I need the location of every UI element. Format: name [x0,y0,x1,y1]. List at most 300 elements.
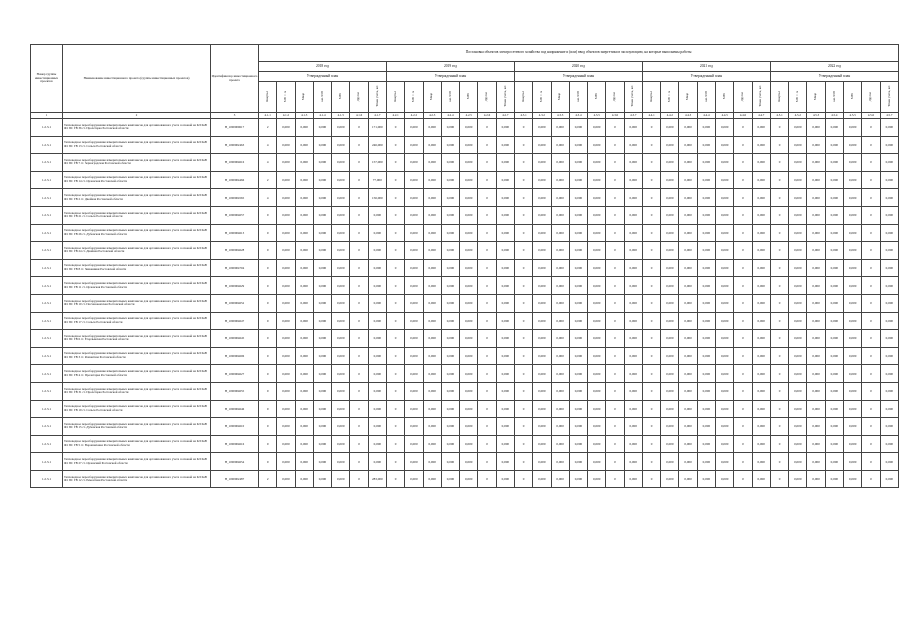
subcolumn-label: Квартал [264,90,269,102]
row-value: 0,000 [716,242,734,260]
row-value: 0,000 [277,382,295,400]
row-value: 0,000 [661,347,679,365]
row-value: 0 [770,312,788,330]
row-value: 0,000 [588,136,606,154]
row-value: 0,000 [313,224,331,242]
row-value: 0,000 [825,189,843,207]
row-project-id: H_1000004616 [211,435,259,453]
row-value: 0,000 [679,400,697,418]
row-value: 0 [386,418,404,436]
row-value: 0 [478,136,496,154]
row-value: 0,000 [661,418,679,436]
row-value: 0 [770,435,788,453]
subcolumn-header [405,82,423,113]
row-value: 0 [386,382,404,400]
row-value: 0,000 [332,206,350,224]
row-value: 0,000 [880,347,899,365]
row-value: 0,000 [496,224,514,242]
row-value: 0 [770,470,788,488]
row-value: 0,000 [697,136,715,154]
row-value: 0,000 [844,365,862,383]
row-value: 0,000 [295,470,313,488]
row-value: 0,000 [295,347,313,365]
row-value: 0,000 [405,347,423,365]
row-value: 0,000 [551,312,569,330]
row-value: 0,000 [496,435,514,453]
column-index: 4.4.5 [716,113,734,119]
row-value: 0,000 [844,171,862,189]
row-value: 0,000 [441,365,459,383]
row-value: 0,000 [624,224,642,242]
subcolumn-header [368,82,386,113]
row-value: 0,000 [697,206,715,224]
row-value: 0,000 [679,119,697,137]
row-project-id: H_1000004627 [211,365,259,383]
row-value: 0,000 [624,242,642,260]
row-value: 0,000 [569,242,587,260]
subcolumn-label: Квартал [520,90,525,102]
row-value: 0,000 [441,330,459,348]
row-group-number: 1.2.3.1 [31,206,63,224]
row-value: 0,000 [844,312,862,330]
row-value: 0 [350,294,368,312]
row-value: 0,000 [661,259,679,277]
row-value: 0,000 [533,171,551,189]
row-value: 0,000 [533,330,551,348]
row-value: 0,000 [441,189,459,207]
row-value: 0 [770,365,788,383]
row-value: 0,000 [496,400,514,418]
row-value: 0 [514,189,532,207]
row-value: 0,000 [551,365,569,383]
row-value: 0,000 [423,330,441,348]
row-value: 0 [386,119,404,137]
subcolumn-label: Другое [356,91,361,101]
row-project-name: Тепловодное переоборудование измерительных комплексов для организованного учета сосновой на КЛ 6кВ Ф1 ПС ГВ 5 ст. Ворошиловка Ростовской области [63,435,211,453]
row-value: 0,000 [789,259,807,277]
row-value: 0,000 [697,294,715,312]
row-value: 0 [642,312,660,330]
subcolumn-label: Точки учета, шт. [502,85,507,108]
row-value: 0,000 [551,259,569,277]
subcolumn-label: МВ×А [795,90,799,102]
row-value: 0,000 [697,400,715,418]
row-value: 0 [514,277,532,295]
row-value: 0,000 [423,242,441,260]
row-value: 0,000 [295,435,313,453]
row-value: 0,000 [789,136,807,154]
row-value: 0 [350,400,368,418]
subcolumn-header [551,82,569,113]
subcolumn-label: км ЛЭП [703,90,708,102]
table-row [31,189,899,207]
row-value: 0 [514,224,532,242]
row-value: 4 [259,136,277,154]
row-value: 0,000 [405,400,423,418]
subcolumn-header [844,82,862,113]
row-value: 0 [606,418,624,436]
row-value: 0 [734,453,752,471]
row-value: 0,000 [588,365,606,383]
row-value: 0,000 [405,470,423,488]
row-value: 0,000 [277,154,295,172]
row-value: 0,000 [496,189,514,207]
row-value: 0,000 [313,382,331,400]
row-value: 0,000 [661,330,679,348]
row-value: 0,000 [313,330,331,348]
row-value: 0,000 [313,136,331,154]
column-header-num: Номер группы инвестиционных проектов [31,45,63,113]
row-value: 0,000 [752,330,770,348]
row-value: 0,000 [844,277,862,295]
row-value: 0,000 [551,294,569,312]
row-group-number: 1.2.3.1 [31,435,63,453]
row-value: 0,000 [533,400,551,418]
row-value: 0,000 [423,347,441,365]
row-value: 0,000 [423,470,441,488]
column-index: 4.4.2 [661,113,679,119]
row-value: 0,000 [569,453,587,471]
row-value: 0,000 [569,189,587,207]
row-value: 0,000 [844,119,862,137]
row-value: 0 [606,119,624,137]
row-value: 0,000 [624,435,642,453]
row-value: 0 [478,242,496,260]
row-value: 0,000 [533,435,551,453]
row-value: 0,000 [533,453,551,471]
row-value: 0,000 [277,400,295,418]
row-value: 0,000 [496,136,514,154]
row-value: 0,000 [661,453,679,471]
row-value: 0,000 [880,206,899,224]
row-value: 0,000 [496,206,514,224]
subcolumn-label: Мвар [301,92,306,100]
row-value: 0,000 [533,312,551,330]
row-value: 0,000 [880,470,899,488]
row-value: 0,000 [368,453,386,471]
row-value: 0,000 [588,242,606,260]
row-value: 0,000 [423,259,441,277]
row-value: 0,000 [661,136,679,154]
plan-group-header: Утвержденный план [514,72,642,82]
row-value: 0,000 [460,294,478,312]
row-value: 0,000 [313,206,331,224]
row-project-id: H_1000004655 [211,382,259,400]
row-value: 0,000 [679,259,697,277]
row-value: 0,000 [807,171,825,189]
row-value: 0,000 [405,242,423,260]
row-project-name: Тепловодное переоборудование измерительных комплексов для организованного учета сосновой на КЛ 6кВ Ф1 ПС ГВ 31 ст. Пролетарка Ростовской области [63,382,211,400]
column-header-id: Идентификатор инвестиционного проекта [211,45,259,113]
column-index: 4.2.7 [496,113,514,119]
row-value: 0 [770,242,788,260]
row-value: 0,000 [716,189,734,207]
row-project-id: H_1000004628 [211,242,259,260]
row-project-name: Тепловодное переоборудование измерительных комплексов для организованного учета сосновой на КЛ 6кВ Ф1 ПС ГВ 19 ст. Сальск Ростовской области [63,400,211,418]
row-value: 0 [642,277,660,295]
column-index: 4.3.7 [624,113,642,119]
row-value: 0 [386,294,404,312]
row-value: 0,000 [752,242,770,260]
column-index: 4.1.7 [368,113,386,119]
row-value: 0,000 [533,119,551,137]
row-group-number: 1.2.3.1 [31,224,63,242]
row-value: 0,000 [661,119,679,137]
row-project-name: Тепловодное переоборудование измерительных комплексов для организованного учета сосновой на КЛ 6кВ Ф1 ПС ГВ 17 ст. Сальск Ростовской области [63,312,211,330]
table-row [31,470,899,488]
row-value: 0,000 [716,154,734,172]
row-value: 0,000 [844,382,862,400]
row-value: 0,000 [569,136,587,154]
row-value: 0,000 [295,294,313,312]
table-row [31,347,899,365]
subcolumn-label: МВт [593,93,598,100]
row-value: 0,000 [295,136,313,154]
row-value: 0,000 [441,171,459,189]
row-value: 0,000 [551,224,569,242]
row-value: 0,000 [277,365,295,383]
row-project-name: Тепловодное переоборудование измерительных комплексов для организованного учета сосновой на КЛ 6кВ Ф1 ПС ГВ 26 ст. Дубовская Ростовской области [63,224,211,242]
row-value: 0 [642,470,660,488]
table-row [31,242,899,260]
row-group-number: 1.2.3.1 [31,154,63,172]
row-group-number: 1.2.3.1 [31,418,63,436]
row-value: 0,000 [295,365,313,383]
row-value: 0,000 [551,171,569,189]
row-value: 0 [642,330,660,348]
table-row [31,259,899,277]
row-value: 0,000 [789,312,807,330]
row-value: 0,000 [460,435,478,453]
row-value: 0,000 [496,382,514,400]
row-value: 0 [734,189,752,207]
row-value: 0,000 [441,119,459,137]
row-value: 0,000 [405,330,423,348]
row-value: 0,000 [313,242,331,260]
row-value: 0,000 [569,206,587,224]
row-value: 0,000 [295,330,313,348]
subcolumn-header [460,82,478,113]
subcolumn-label: МВт [337,93,342,100]
row-group-number: 1.2.3.1 [31,119,63,137]
column-index: 4.5.6 [862,113,880,119]
row-value: 0,000 [368,242,386,260]
row-value: 0,000 [496,470,514,488]
row-value: 0 [478,418,496,436]
row-value: 0,000 [697,312,715,330]
column-index: 4.3.4 [569,113,587,119]
row-value: 0,000 [880,259,899,277]
row-value: 0,000 [295,189,313,207]
row-value: 0 [734,206,752,224]
row-value: 0 [514,418,532,436]
table-row [31,119,899,137]
row-value: 0,000 [460,453,478,471]
row-value: 0,000 [460,189,478,207]
row-value: 0 [478,347,496,365]
row-group-number: 1.2.3.1 [31,382,63,400]
row-value: 0,000 [551,189,569,207]
row-value: 0 [478,171,496,189]
row-value: 0 [514,330,532,348]
row-value: 0,000 [460,136,478,154]
row-value: 0 [478,470,496,488]
row-value: 0 [862,435,880,453]
row-value: 0 [514,382,532,400]
subcolumn-label: Мвар [685,92,690,100]
subcolumn-label: МВ×А [411,90,416,102]
row-project-id: H_1000004565 [211,189,259,207]
row-value: 0,000 [807,470,825,488]
row-value: 0,000 [405,119,423,137]
row-value: 0 [514,312,532,330]
row-value: 0,000 [716,171,734,189]
row-value: 0 [770,189,788,207]
row-value: 0,000 [588,418,606,436]
row-value: 0 [770,171,788,189]
row-value: 0,000 [807,294,825,312]
row-value: 0,000 [423,382,441,400]
row-value: 0 [478,435,496,453]
row-value: 0,000 [332,171,350,189]
row-value: 0,000 [277,224,295,242]
row-value: 0,000 [441,382,459,400]
row-value: 0,000 [295,418,313,436]
row-value: 0 [386,470,404,488]
row-value: 4 [259,154,277,172]
row-value: 0,000 [460,365,478,383]
row-value: 0,000 [661,224,679,242]
row-value: 0,000 [332,294,350,312]
row-value: 0,000 [423,418,441,436]
row-value: 0,000 [752,400,770,418]
row-group-number: 1.2.3.1 [31,347,63,365]
row-value: 0,000 [460,470,478,488]
subcolumn-label: МВт [721,93,726,100]
row-value: 0,000 [752,418,770,436]
year-header: 2019 год [386,62,514,72]
row-value: 0,000 [844,224,862,242]
subcolumn-header [825,82,843,113]
row-value: 77,000 [368,171,386,189]
row-value: 0,000 [624,382,642,400]
row-value: 0,000 [295,119,313,137]
row-value: 0,000 [405,365,423,383]
row-value: 0,000 [880,294,899,312]
row-value: 0,000 [423,206,441,224]
subcolumn-header [679,82,697,113]
row-value: 0,000 [332,382,350,400]
row-value: 0,000 [405,418,423,436]
column-index: 4.3.2 [533,113,551,119]
column-index: 4.1.4 [313,113,331,119]
row-value: 0 [862,470,880,488]
row-value: 0,000 [825,365,843,383]
row-value: 0,000 [313,294,331,312]
row-value: 0,000 [441,470,459,488]
row-value: 0,000 [880,312,899,330]
row-value: 0,000 [716,470,734,488]
row-value: 0 [770,382,788,400]
row-group-number: 1.2.3.1 [31,259,63,277]
row-value: 0,000 [807,136,825,154]
table-row [31,171,899,189]
subcolumn-label: Точки учета, шт. [374,85,379,108]
column-index: 4.4.7 [752,113,770,119]
row-value: 0 [770,400,788,418]
row-value: 0,000 [423,294,441,312]
row-value: 0,000 [295,277,313,295]
plan-group-header: Утвержденный план [642,72,770,82]
row-value: 0,000 [825,119,843,137]
row-value: 0 [606,435,624,453]
row-value: 0,000 [405,435,423,453]
row-value: 0,000 [423,154,441,172]
row-project-name: Тепловодное переоборудование измерительных комплексов для организованного учета сосновой на КЛ 6кВ Ф1 ПС ГВ 27 ст. Орловский Ростовской области [63,453,211,471]
row-value: 0,000 [716,365,734,383]
row-value: 0,000 [313,435,331,453]
row-project-name: Тепловодное переоборудование измерительных комплексов для организованного учета сосновой на КЛ 6кВ Ф1 ПС ГВ 2 ст. Двойная Ростовской области [63,189,211,207]
table-row [31,382,899,400]
row-value: 0,000 [807,154,825,172]
row-value: 0,000 [569,330,587,348]
row-value: 0 [386,365,404,383]
row-value: 0,000 [313,400,331,418]
row-project-id: H_1000004466 [211,171,259,189]
row-value: 0,000 [825,312,843,330]
row-value: 0,000 [332,312,350,330]
subcolumn-label: Точки учета, шт. [758,85,763,108]
row-value: 0,000 [368,206,386,224]
row-value: 0,000 [441,312,459,330]
row-value: 0 [386,189,404,207]
row-project-id: H_1000004704 [211,259,259,277]
row-value: 0 [478,312,496,330]
column-header-name: Наименование инвестиционного проекта (группы инвестиционных проектов) [63,45,211,113]
row-value: 0,000 [277,242,295,260]
row-value: 0,000 [844,154,862,172]
row-value: 0,000 [716,294,734,312]
row-value: 0,000 [569,312,587,330]
row-value: 0,000 [460,312,478,330]
row-value: 0,000 [588,154,606,172]
subcolumn-label: Квартал [392,90,397,102]
row-value: 0,000 [679,330,697,348]
row-value: 0,000 [679,435,697,453]
row-value: 0,000 [423,312,441,330]
row-value: 0,000 [460,242,478,260]
row-value: 0,000 [825,136,843,154]
row-value: 0 [478,365,496,383]
row-group-number: 1.2.3.1 [31,312,63,330]
row-value: 0 [478,206,496,224]
row-value: 0 [734,224,752,242]
row-value: 0,000 [588,330,606,348]
row-value: 0,000 [405,171,423,189]
row-value: 0,000 [405,294,423,312]
row-value: 0,000 [533,206,551,224]
row-value: 0,000 [313,312,331,330]
row-value: 0,000 [569,365,587,383]
row-value: 0 [514,470,532,488]
row-value: 0 [350,206,368,224]
row-value: 0,000 [441,277,459,295]
row-value: 0,000 [789,189,807,207]
row-value: 0,000 [588,259,606,277]
row-value: 0,000 [844,470,862,488]
year-header: 2018 год [259,62,387,72]
row-value: 0,000 [624,154,642,172]
